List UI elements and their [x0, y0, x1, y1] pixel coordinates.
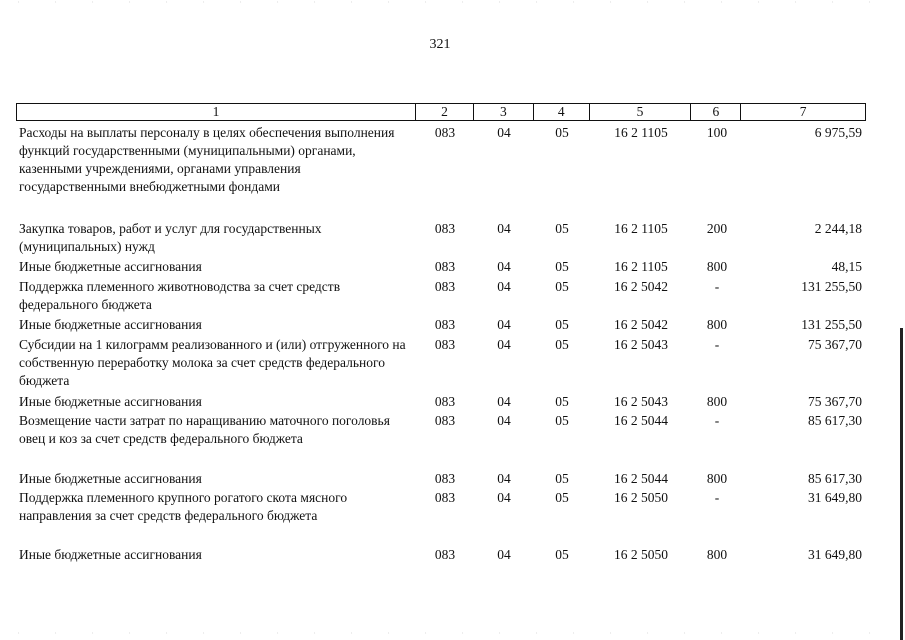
table-row [16, 393, 866, 411]
table-row [16, 124, 866, 196]
row-col-2: 083 [434, 413, 456, 428]
row-col-5: 16 2 5044 [614, 471, 668, 486]
row-col-5: 16 2 5050 [614, 547, 668, 562]
row-col-5: 16 2 5044 [614, 413, 668, 428]
row-col-4: 05 [555, 259, 569, 274]
row-name: Иные бюджетные ассигнования [19, 259, 202, 274]
table-row [16, 412, 866, 448]
table-header [16, 103, 866, 121]
row-amount: 85 617,30 [808, 471, 862, 486]
row-col-6: 800 [706, 547, 728, 562]
row-col-6: 800 [706, 471, 728, 486]
row-amount: 131 255,50 [801, 317, 862, 332]
table-row [16, 546, 866, 564]
row-amount: 2 244,18 [814, 221, 862, 236]
row-col-4: 05 [555, 125, 569, 140]
row-name: Расходы на выплаты персоналу в целях обеспечения выполнения функций государственными (муниципальными) органами, казенными учреждениями, органами управления государственными внебюджетными фондами [19, 125, 395, 194]
row-amount: 31 649,80 [808, 490, 862, 505]
row-col-2: 083 [434, 337, 456, 352]
row-col-6: 100 [706, 125, 728, 140]
header-col-4: 4 [534, 104, 590, 120]
row-col-6: - [714, 337, 720, 352]
row-amount: 75 367,70 [808, 394, 862, 409]
row-col-5: 16 2 1105 [614, 125, 668, 140]
scan-noise-top [0, 1, 905, 3]
row-col-3: 04 [497, 337, 511, 352]
table-row [16, 278, 866, 314]
row-name: Поддержка племенного животноводства за счет средств федерального бюджета [19, 279, 341, 312]
header-col-1: 1 [17, 104, 416, 120]
row-col-6: - [714, 490, 720, 505]
row-col-4: 05 [555, 337, 569, 352]
row-col-3: 04 [497, 547, 511, 562]
table-row [16, 316, 866, 334]
row-col-3: 04 [497, 221, 511, 236]
table-row [16, 489, 866, 525]
scan-noise-bottom [0, 632, 905, 634]
row-col-5: 16 2 5042 [614, 279, 668, 294]
row-col-3: 04 [497, 259, 511, 274]
row-col-5: 16 2 1105 [614, 221, 668, 236]
row-col-3: 04 [497, 413, 511, 428]
row-col-3: 04 [497, 125, 511, 140]
row-col-3: 04 [497, 394, 511, 409]
row-col-4: 05 [555, 547, 569, 562]
page-number: 321 [429, 37, 451, 52]
row-col-4: 05 [555, 490, 569, 505]
row-name: Субсидии на 1 килограмм реализованного и (или) отгруженного на собственную переработку молока за счет средств федерального бюджета [19, 337, 406, 388]
row-col-4: 05 [555, 279, 569, 294]
row-col-2: 083 [434, 125, 456, 140]
row-name: Возмещение части затрат по наращиванию маточного поголовья овец и коз за счет средств федерального бюджета [19, 413, 390, 446]
row-col-2: 083 [434, 490, 456, 505]
row-col-5: 16 2 1105 [614, 259, 668, 274]
table-row [16, 258, 866, 276]
row-col-3: 04 [497, 279, 511, 294]
row-amount: 85 617,30 [808, 413, 862, 428]
row-col-3: 04 [497, 490, 511, 505]
row-col-6: 200 [706, 221, 728, 236]
header-col-5: 5 [590, 104, 692, 120]
row-col-6: 800 [706, 259, 728, 274]
row-name: Иные бюджетные ассигнования [19, 547, 202, 562]
header-col-3: 3 [474, 104, 534, 120]
row-col-5: 16 2 5043 [614, 394, 668, 409]
row-amount: 48,15 [831, 259, 862, 274]
row-col-5: 16 2 5042 [614, 317, 668, 332]
row-col-2: 083 [434, 394, 456, 409]
row-amount: 31 649,80 [808, 547, 862, 562]
table-row [16, 336, 866, 390]
row-col-2: 083 [434, 279, 456, 294]
header-col-7: 7 [799, 104, 807, 119]
row-col-6: - [714, 279, 720, 294]
row-col-5: 16 2 5050 [614, 490, 668, 505]
row-col-4: 05 [555, 221, 569, 236]
row-col-5: 16 2 5043 [614, 337, 668, 352]
row-col-6: 800 [706, 394, 728, 409]
row-col-2: 083 [434, 259, 456, 274]
row-col-4: 05 [555, 317, 569, 332]
row-col-4: 05 [555, 394, 569, 409]
row-col-6: - [714, 413, 720, 428]
row-col-4: 05 [555, 471, 569, 486]
row-name: Иные бюджетные ассигнования [19, 471, 202, 486]
row-col-2: 083 [434, 471, 456, 486]
row-amount: 75 367,70 [808, 337, 862, 352]
table-row [16, 220, 866, 256]
row-amount: 6 975,59 [814, 125, 862, 140]
row-amount: 131 255,50 [801, 279, 862, 294]
row-name: Иные бюджетные ассигнования [19, 394, 202, 409]
row-col-3: 04 [497, 471, 511, 486]
header-col-6: 6 [691, 104, 741, 120]
row-name: Иные бюджетные ассигнования [19, 317, 202, 332]
row-col-6: 800 [706, 317, 728, 332]
row-name: Закупка товаров, работ и услуг для государственных (муниципальных) нужд [19, 221, 322, 254]
row-col-2: 083 [434, 317, 456, 332]
row-col-3: 04 [497, 317, 511, 332]
header-col-2: 2 [416, 104, 474, 120]
row-col-4: 05 [555, 413, 569, 428]
row-col-2: 083 [434, 221, 456, 236]
table-row [16, 470, 866, 488]
row-name: Поддержка племенного крупного рогатого скота мясного направления за счет средств федерального бюджета [19, 490, 348, 523]
scan-edge-bar [900, 328, 903, 640]
row-col-2: 083 [434, 547, 456, 562]
